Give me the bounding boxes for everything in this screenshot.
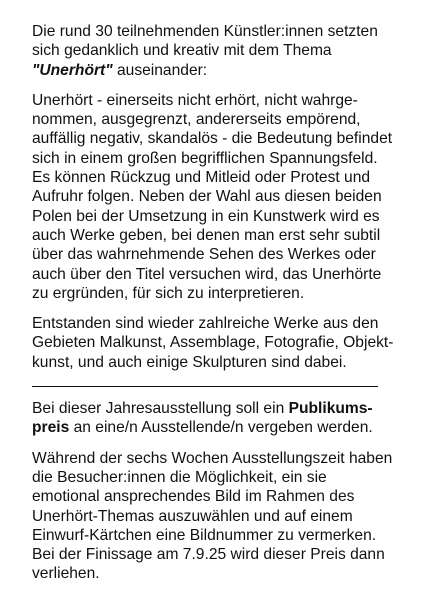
text-line: nommen, ausgegrenzt, andererseits empörend,	[32, 111, 361, 129]
text-line: Bei dieser Jahresausstellung soll ein	[32, 400, 289, 418]
text-line: auffällig negativ, skandalös - die Bedeutung befindet	[32, 130, 393, 148]
voting-paragraph	[32, 449, 404, 584]
prize-paragraph	[32, 399, 404, 438]
prize-title-part: Publikums-	[288, 400, 373, 418]
intro-paragraph	[32, 22, 404, 80]
text-line: sich in einem großen begrifflichen Spannungsfeld.	[32, 149, 378, 167]
text-line: über das wahrnehmende Sehen des Werkes oder	[32, 246, 376, 264]
text-line: Gebieten Malkunst, Assemblage, Fotografie, Objekt-	[32, 334, 394, 352]
text-line: auch Werke geben, bei denen man erst sehr subtil	[32, 226, 381, 244]
text-line: kunst, und auch einige Skulpturen sind dabei.	[32, 353, 347, 371]
works-paragraph	[32, 314, 404, 372]
document-page	[32, 22, 404, 584]
theme-title: "Unerhört"	[32, 61, 113, 79]
prize-title-part: preis	[32, 419, 70, 437]
text-line: Entstanden sind wieder zahlreiche Werke aus den	[32, 315, 379, 333]
text-line: Es können Rückzug und Mitleid oder Protest und	[32, 169, 371, 187]
section-divider	[32, 386, 378, 387]
text-line: Während der sechs Wochen Ausstellungszeit haben	[32, 449, 393, 467]
text-line: zu ergründen, für sich zu interpretieren.	[32, 284, 305, 302]
intro-line: Die rund 30 teilnehmenden Künstler:innen setzten	[32, 23, 378, 40]
text-line: an eine/n Ausstellende/n vergeben werden.	[69, 419, 373, 437]
intro-line: sich gedanklich und kreativ mit dem Thema	[32, 42, 332, 60]
text-line: Einwurf-Kärtchen eine Bildnummer zu vermerken.	[32, 526, 377, 544]
text-line: die Besucher:innen die Möglichkeit, ein sie	[32, 468, 327, 486]
description-paragraph	[32, 91, 404, 303]
text-line: Bei der Finissage am 7.9.25 wird dieser Preis dann	[32, 546, 385, 564]
intro-line: auseinander:	[112, 61, 208, 79]
text-line: Aufruhr folgen. Neben der Wahl aus diesen beiden	[32, 188, 382, 206]
text-line: verliehen.	[32, 565, 100, 583]
text-line: emotional ansprechendes Bild im Rahmen des	[32, 488, 355, 506]
text-line: Unerhört - einerseits nicht erhört, nicht wahrge-	[32, 91, 358, 109]
text-line: Unerhört-Themas auszuwählen und auf einem	[32, 507, 353, 525]
text-line: auch über den Titel versuchen wird, das Unerhörte	[32, 265, 382, 283]
text-line: Polen bei der Umsetzung in ein Kunstwerk wird es	[32, 207, 380, 225]
